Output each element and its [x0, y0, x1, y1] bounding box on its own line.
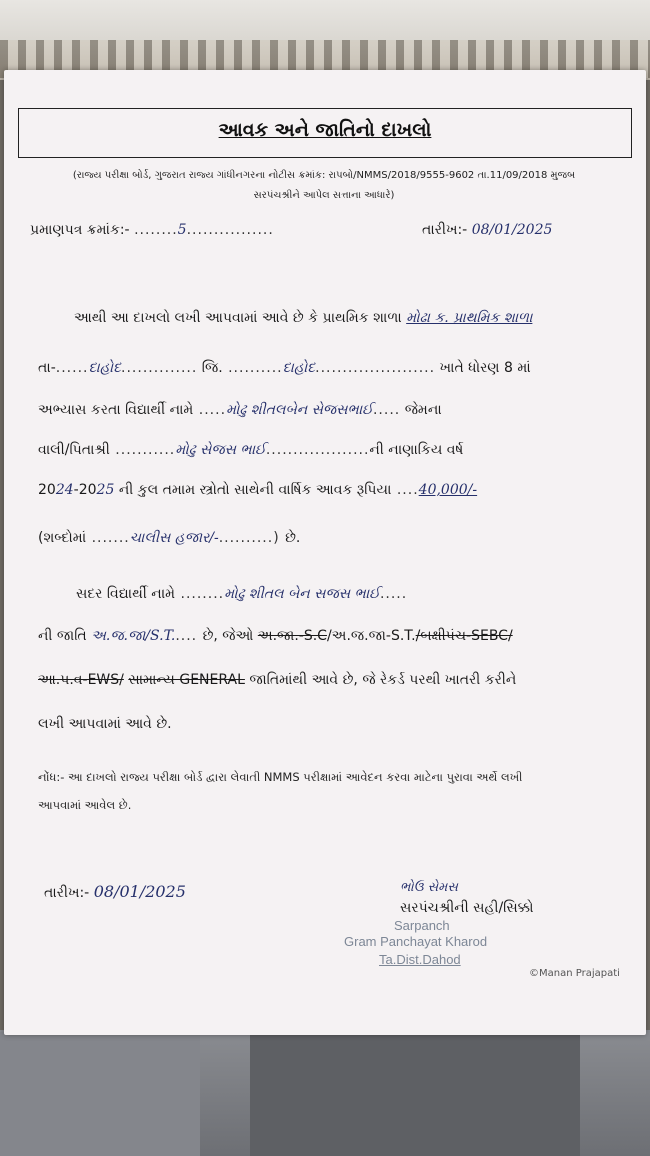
std-text: ખાતે ધોરણ 8 માં — [439, 360, 531, 376]
jemna-text: જેમના — [404, 402, 442, 418]
year-to: 25 — [96, 482, 115, 498]
caste-value: અ.જ.જા/S.T. — [91, 628, 176, 644]
school-value: મોઢા ક. પ્રાથમિક શાળા — [406, 310, 533, 326]
option-sebc: /બક્ષીપંચ-SEBC/ — [415, 628, 513, 644]
student-label: અભ્યાસ કરતા વિદ્યાર્થી નામે — [38, 402, 194, 418]
year-prefix: 20 — [38, 482, 56, 498]
date-value: 08/01/2025 — [471, 222, 553, 238]
taluka-label: તા- — [38, 360, 56, 376]
para1-line4: વાલી/પિતાશ્રી ...........મોઢુ સેજસ ભાઈ...................ની નાણાકિય વર્ષ — [38, 442, 464, 458]
title-box — [18, 108, 632, 158]
date-label: તારીખ:- — [422, 222, 468, 238]
taluka-value: દાહોદ — [88, 360, 122, 376]
certificate-title: આવક અને જાતિનો દાખલો — [218, 119, 432, 141]
note-line-1: નોંધ:- આ દાખલો રાજ્ય પરીક્ષા બોર્ડ દ્વારા લેવાતી NMMS પરીક્ષામાં આવેદન કરવા માટેના પુરાવા અર્થે લખી — [38, 770, 523, 784]
district-label: જિ. — [201, 360, 223, 376]
para1-line6: (શબ્દોમાં .......ચાલીસ હજાર/-..........) છે. — [38, 530, 301, 546]
certificate-page — [4, 70, 646, 1035]
stamp-line-2: Gram Panchayat Kharod — [344, 934, 488, 949]
reference-line-2: સરપંચશ્રીને આપેલ સત્તાના આધારે) — [253, 190, 395, 201]
note-line-2: આપવામાં આવેલ છે. — [38, 798, 132, 812]
cert-number-row: પ્રમાણપત્ર ક્રમાંક:- ........5................ — [30, 222, 274, 238]
issue-line: લખી આપવામાં આવે છે. — [38, 716, 172, 732]
para2-line2: ની જાતિ અ.જ.જા/S.T..... છે, જેઓ અ.જા.-S.C/અ.જ.જા-S.T./બક્ષીપંચ-SEBC/ — [38, 628, 513, 644]
option-sc: અ.જા.-S.C — [257, 628, 327, 644]
para1-line3: અભ્યાસ કરતા વિદ્યાર્થી નામે .....મોઢુ શીતલબેન સેજસભાઈ..... જેમના — [38, 402, 442, 418]
background-cloth-left — [0, 1032, 200, 1156]
student-value-2: મોઢુ શીતલ બેન સજસ ભાઈ — [224, 586, 380, 602]
caste-tail: જાતિમાંથી આવે છે, જે રેકર્ડ પરથી ખાતરી કરીને — [249, 672, 517, 688]
stamp-line-3: Ta.Dist.Dahod — [379, 952, 461, 967]
caste-mid: છે, જેઓ — [202, 628, 254, 644]
year-from: 24 — [55, 482, 74, 498]
reference-line-1: (રાજ્ય પરીક્ષા બોર્ડ, ગુજરાત રાજ્ય ગાંધીનગરના નોટીસ ક્રમાંક: રાપબો/NMMS/2018/9555-9602 તા.11/09/2018 મુજબ — [72, 170, 576, 181]
stamp-line-1: Sarpanch — [394, 918, 450, 933]
caste-label: ની જાતિ — [38, 628, 87, 644]
signature: ભોઉ સેમસ — [400, 880, 458, 895]
cert-number-label: પ્રમાણપત્ર ક્રમાંક:- — [30, 222, 130, 238]
option-st: /અ.જ.જા-S.T. — [326, 628, 416, 644]
background-cloth-middle — [250, 1032, 580, 1156]
option-ews: આ.પ.વ-EWS/ — [38, 672, 124, 688]
fin-year-label: ની નાણાકિય વર્ષ — [369, 442, 464, 458]
guardian-value: મોઢુ સેજસ ભાઈ — [175, 442, 266, 458]
student-value: મોઢુ શીતલબેન સેજસભાઈ — [226, 402, 373, 418]
option-general: સામાન્ય GENERAL — [128, 672, 245, 688]
para1-line2: તા-......દાહોદ.............. જિ. ..........દાહોદ...................... ખાતે ધોરણ 8 માં — [38, 360, 531, 376]
para1-line1 — [74, 310, 532, 326]
chhe-text: છે. — [285, 530, 301, 546]
income-label: ની કુલ તમામ સ્ત્રોતો સાથેની વાર્ષિક આવક રૂપિયા — [118, 482, 392, 498]
para1-intro: આથી આ દાખલો લખી આપવામાં આવે છે કે પ્રાથમિક શાળા — [74, 310, 402, 326]
income-value: 40,000/- — [418, 482, 478, 498]
bottom-date-row — [44, 882, 186, 901]
year-mid: -20 — [73, 482, 97, 498]
watermark: ©Manan Prajapati — [529, 968, 620, 979]
date-row — [422, 222, 552, 238]
cert-number-value: 5 — [177, 222, 187, 238]
sign-label: સરપંચશ્રીની સહી/સિક્કો — [400, 900, 534, 916]
guardian-label: વાલી/પિતાશ્રી — [38, 442, 110, 458]
para2-line1: સદર વિદ્યાર્થી નામે ........મોઢુ શીતલ બેન સજસ ભાઈ..... — [76, 586, 408, 602]
para1-line5: 2024-2025 ની કુલ તમામ સ્ત્રોતો સાથેની વાર્ષિક આવક રૂપિયા ....40,000/- — [38, 482, 478, 498]
words-value: ચાલીસ હજાર/- — [129, 530, 219, 546]
bottom-date-label: તારીખ:- — [44, 885, 90, 901]
bottom-date-value: 08/01/2025 — [93, 882, 186, 901]
words-label: (શબ્દોમાં — [38, 530, 87, 546]
para2-line3 — [38, 672, 516, 688]
reference-note — [44, 166, 604, 206]
para2-intro: સદર વિદ્યાર્થી નામે — [76, 586, 176, 602]
district-value: દાહોદ — [282, 360, 316, 376]
